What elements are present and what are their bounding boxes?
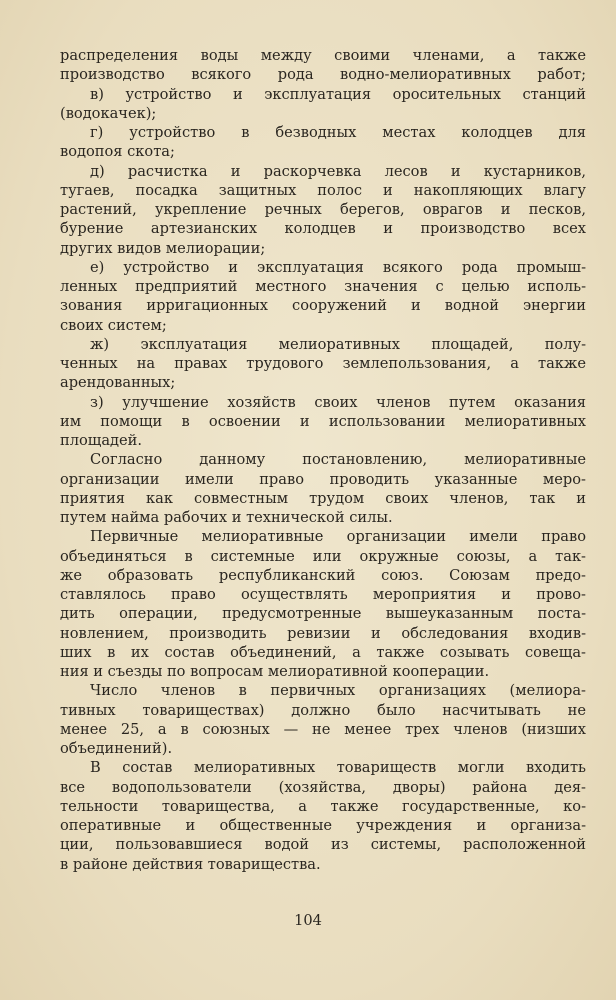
text-line: водопоя скота; [60, 143, 175, 161]
text-line: организации имели право проводить указанные меро- [60, 470, 586, 488]
text-line: им помощи в освоении и использовании мелиоративных [60, 412, 586, 430]
page-number: 104 [294, 912, 322, 929]
text-line: д) расчистка и раскорчевка лесов и кустарников, [90, 162, 586, 180]
text-line: ния и съезды по вопросам мелиоративной кооперации. [60, 663, 490, 680]
text-line: площадей. [60, 432, 143, 449]
text-line: новлением, производить ревизии и обследования входив- [60, 624, 586, 642]
text-line: производство всякого рода водно-мелиоративных работ; [60, 66, 586, 84]
text-line: объединений). [60, 740, 173, 757]
text-line: тивных товариществах) должно было насчитывать не [60, 701, 586, 719]
text-line: менее 25, а в союзных — не менее трех членов (низших [60, 720, 586, 738]
text-line: других видов мелиорации; [60, 239, 266, 257]
text-line: Согласно данному постановлению, мелиоративные [90, 451, 586, 469]
text-line: оперативные и общественные учреждения и организа- [60, 817, 586, 834]
text-line: все водопользователи (хозяйства, дворы) района дея- [60, 778, 586, 796]
text-line: зования ирригационных сооружений и водной энергии [60, 297, 586, 315]
text-line: ленных предприятий местного значения с целью исполь- [60, 278, 586, 295]
text-line: тугаев, посадка защитных полос и накопляющих влагу [60, 181, 586, 199]
text-line: Число членов в первичных организациях (мелиора- [90, 682, 586, 700]
text-line: Первичные мелиоративные организации имели право [90, 528, 586, 546]
text-line: растений, укрепление речных берегов, оврагов и песков, [60, 201, 586, 218]
text-line: приятия как совместным трудом своих членов, так и [60, 489, 586, 507]
text-line: дить операции, предусмотренные вышеуказанным поста- [60, 605, 586, 623]
text-line: ставлялось право осуществлять мероприятия и прово- [60, 586, 586, 603]
text-line: путем найма рабочих и технической силы. [60, 509, 393, 526]
text-line: г) устройство в безводных местах колодцев для [90, 124, 586, 141]
text-line: распределения воды между своими членами, а также [60, 47, 586, 64]
text-line: (водокачек); [60, 104, 157, 122]
text-line: в) устройство и эксплуатация оросительных станций [90, 85, 586, 103]
text-line: ции, пользовавшиеся водой из системы, расположенной [60, 836, 586, 854]
text-line: тельности товарищества, а также государственные, ко- [60, 797, 586, 815]
text-line: ж) эксплуатация мелиоративных площадей, полу- [90, 335, 586, 353]
text-line: В состав мелиоративных товариществ могли входить [90, 759, 586, 777]
text-line: е) устройство и эксплуатация всякого рода промыш- [90, 258, 586, 276]
text-line: же образовать республиканский союз. Союзам предо- [60, 566, 586, 584]
text-line: в районе действия товарищества. [60, 855, 321, 873]
text-line: ченных на правах трудового землепользования, а также [60, 355, 586, 372]
text-line: арендованных; [60, 374, 176, 392]
text-line: ших в их состав объединений, а также созывать совеща- [60, 643, 586, 661]
text-line: з) улучшение хозяйств своих членов путем оказания [90, 393, 586, 411]
text-line: бурение артезианских колодцев и производство всех [60, 220, 586, 238]
page-text [60, 46, 586, 874]
text-line: объединяться в системные или окружные союзы, а так- [60, 547, 586, 565]
text-line: своих систем; [60, 316, 167, 334]
